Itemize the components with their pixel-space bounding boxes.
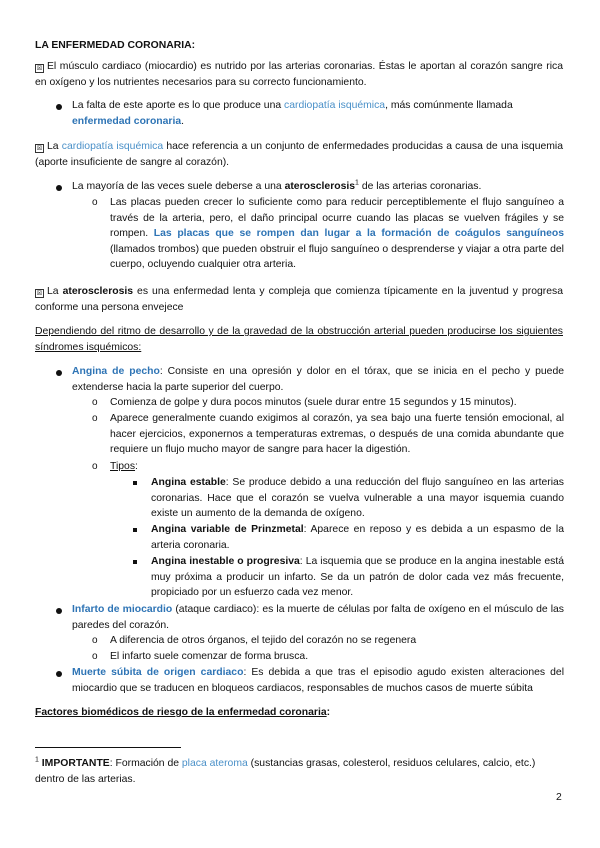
bullet-falta-aporte: La falta de este aporte es lo que produce una cardiopatía isquémica, más comúnmente llamada enfermedad coronaria. <box>72 100 513 127</box>
heading-factores: Factores biomédicos de riesgo de la enfermedad coronaria: <box>35 707 331 718</box>
tipo-angina-prinzmetal: Angina variable de Prinzmetal: Aparece en reposo y es debida a un espasmo de la arteria coronaria. <box>151 524 564 551</box>
square-bullet-icon <box>133 560 137 564</box>
bullet-icon <box>56 185 62 191</box>
term-cardiopatia: cardiopatía isquémica <box>61 141 164 152</box>
circle-bullet-icon: o <box>92 651 98 662</box>
bullet-icon <box>56 671 62 677</box>
bullet-muerte-subita: Muerte súbita de origen cardiaco: Es debida a que tras el episodio agudo existen alteraciones del miocardio que se traducen en bloqueos cardiacos, responsables de muchos casos de muerte súbita <box>72 667 564 694</box>
term-muerte-subita: Muerte súbita de origen cardiaco <box>72 667 244 678</box>
circle-bullet-icon: o <box>92 413 98 424</box>
circle-bullet-icon: o <box>92 397 98 408</box>
sub-bullet-comienza: Comienza de golpe y dura pocos minutos (suele durar entre 15 segundos y 15 minutos). <box>110 397 517 408</box>
sub-bullet-tipos: Tipos: <box>110 461 138 472</box>
footnote-ref: 1 <box>355 179 359 187</box>
paragraph-intro: ☒ El músculo cardiaco (miocardio) es nutrido por las arterias coronarias. Éstas le aportan al corazón sangre rica en oxígeno y los nutrientes necesarios para su correcto funcionamiento. <box>35 61 563 88</box>
sub-bullet-aparece: Aparece generalmente cuando exigimos al corazón, ya sea bajo una fuerte tensión emocional, al hacer ejercicios, exponernos a temperaturas extremas, o después de una comida abundante que requiere un flujo mucho mayor de sangre para hacer la digestión. <box>110 413 564 456</box>
page-title: LA ENFERMEDAD CORONARIA: <box>35 40 196 51</box>
bullet-infarto: Infarto de miocardio (ataque cardiaco): es la muerte de células por falta de oxígeno en el músculo de las paredes del corazón. <box>72 604 564 631</box>
footnote: $^1$ IMPORTANTE: Formación de placa ateroma (sustancias grasas, colesterol, residuos celulares, calcio, etc.) dentro de las arterias. <box>35 756 536 785</box>
bullet-icon <box>56 370 62 376</box>
term-infarto: Infarto de miocardio <box>72 604 173 615</box>
sub-bullet-brusca: El infarto suele comenzar de forma brusca. <box>110 651 309 662</box>
sub-bullet-regenera: A diferencia de otros órganos, el tejido del corazón no se regenera <box>110 635 417 646</box>
term-placa-ateroma: placa ateroma <box>181 758 248 769</box>
bullet-icon <box>56 608 62 614</box>
bullet-icon <box>56 104 62 110</box>
term-angina: Angina de pecho <box>72 366 160 377</box>
sub-bullet-placas: Las placas pueden crecer lo suficiente como para reducir perceptiblemente el flujo sanguíneo a través de la arteria, pero, el daño principal ocurre cuando las placas se vuelven frágiles y se rompen. Las placas que se rompen dan lugar a la formación de coágulos sanguíneos (llamados trombos) que pueden obstruir el flujo sanguíneo o desprenderse y viajar a otra parte del cuerpo, ocluyendo cualquier otra arteria. <box>110 197 564 271</box>
circle-bullet-icon: o <box>92 197 98 208</box>
paragraph-cardiopatia: ☒ La cardiopatía isquémica hace referencia a un conjunto de enfermedades producidas a causa de una isquemia (aporte insuficiente de sangre al corazón). <box>35 141 564 168</box>
checkbox-icon: ☒ <box>36 66 43 72</box>
square-bullet-icon <box>133 528 137 532</box>
checkbox-icon: ☒ <box>36 291 43 297</box>
checkbox-icon: ☒ <box>36 146 43 152</box>
footnote-separator <box>35 747 181 748</box>
paragraph-sindromes: Dependiendo del ritmo de desarrollo y de la gravedad de la obstrucción arterial pueden producirse los siguientes síndromes isquémicos: <box>35 326 563 353</box>
bullet-angina: Angina de pecho: Consiste en una opresión y dolor en el tórax, que se inicia en el pecho y puede extenderse hacia la parte superior del cuerpo. <box>72 366 564 393</box>
square-bullet-icon <box>133 481 137 485</box>
paragraph-aterosclerosis: ☒ La aterosclerosis es una enfermedad lenta y compleja que comienza típicamente en la juventud y progresa conforme una persona envejece <box>35 286 563 313</box>
term-cardiopatia: cardiopatía isquémica <box>284 100 386 111</box>
circle-bullet-icon: o <box>92 461 98 472</box>
term-enfermedad-coronaria: enfermedad coronaria <box>72 115 182 127</box>
tipo-angina-estable: Angina estable: Se produce debido a una reducción del flujo sanguíneo en las arterias coronarias. Hace que el corazón se vuelva vulnerable a una mayor isquemia cuando existe un aumento de la demanda de oxígeno. <box>151 477 564 520</box>
bullet-aterosclerosis: La mayoría de las veces suele deberse a una aterosclerosis$^1$ de las arterias coronarias. <box>72 179 482 192</box>
highlight-coagulos: Las placas que se rompen dan lugar a la formación de coágulos sanguíneos <box>153 228 564 240</box>
page-number: 2 <box>556 792 562 803</box>
circle-bullet-icon: o <box>92 635 98 646</box>
tipo-angina-inestable: Angina inestable o progresiva: La isquemia que se produce en la angina inestable está muy próxima a producir un infarto. Se da un patrón de dolor cada vez más frecuente, propiciado por un esfuerzo cada vez menor. <box>151 556 564 599</box>
